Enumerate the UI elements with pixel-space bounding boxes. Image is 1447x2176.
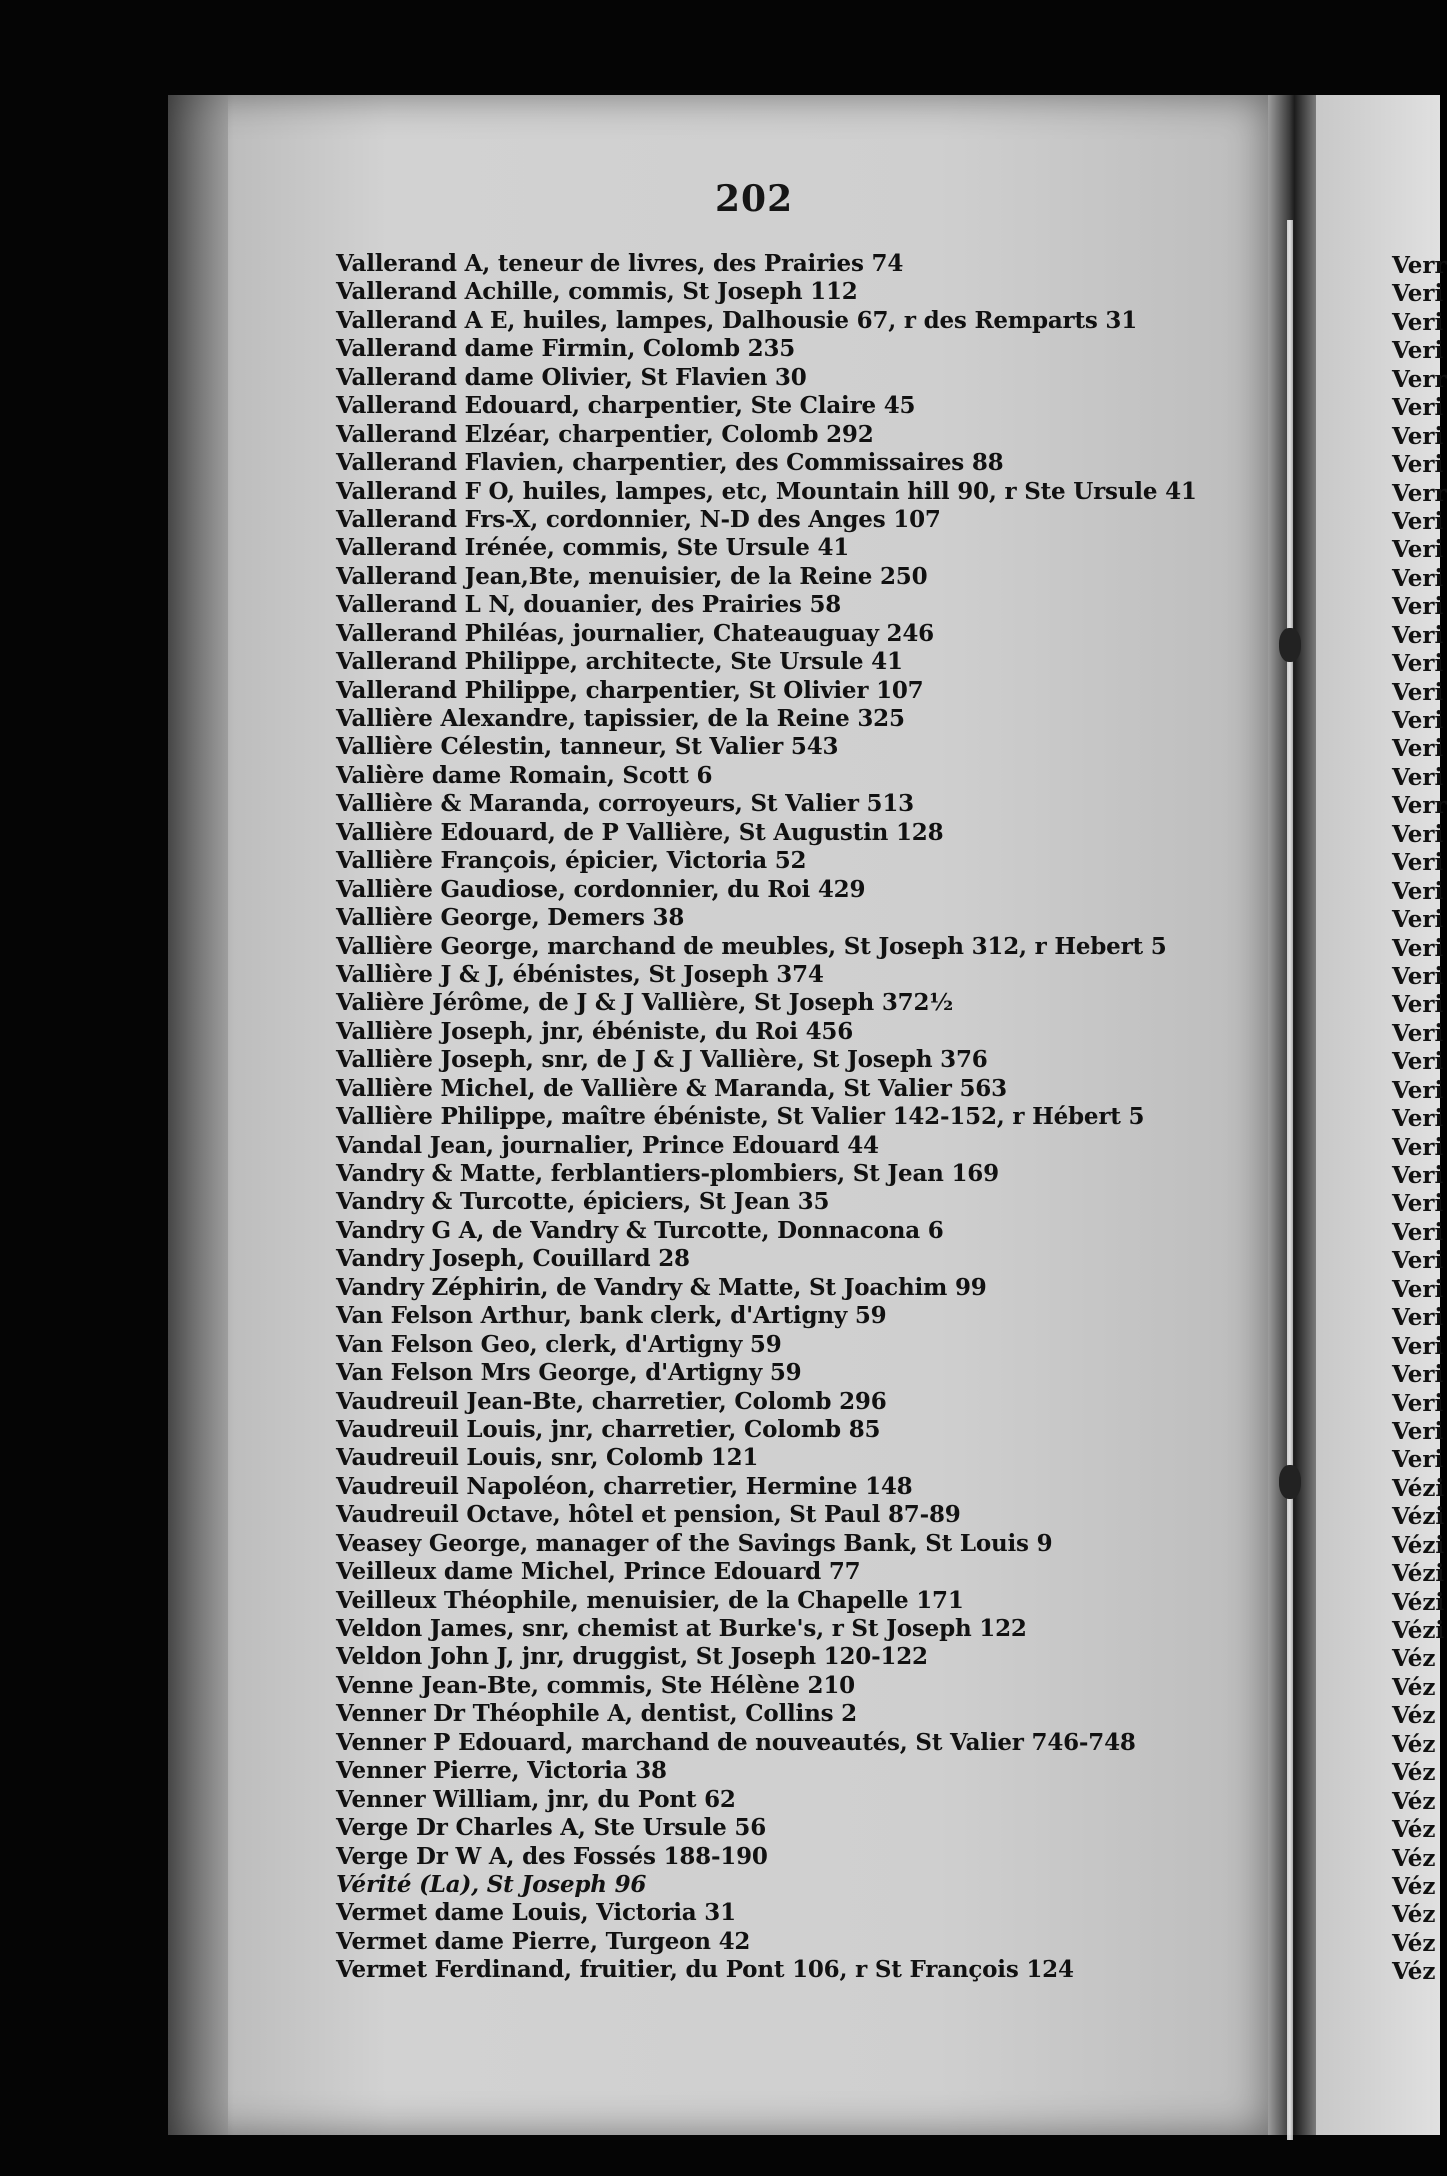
facing-page-entry: Veri [1392, 1332, 1444, 1360]
directory-entry: Vallerand dame Olivier, St Flavien 30 [336, 363, 807, 391]
directory-entry: Veilleux Théophile, menuisier, de la Chapelle 171 [336, 1586, 964, 1614]
directory-entry: Vallerand A, teneur de livres, des Prairies 74 [336, 250, 904, 277]
directory-entry: Vandry & Turcotte, épiciers, St Jean 35 [336, 1188, 830, 1216]
facing-page-entry: Veri [1392, 1190, 1444, 1218]
facing-page-entry: Veri [1392, 1076, 1444, 1104]
facing-page-entry: Veri [1392, 1019, 1444, 1047]
directory-entry: Vandry Zéphirin, de Vandry & Matte, St Joachim 99 [336, 1273, 987, 1301]
directory-entry: Vaudreuil Octave, hôtel et pension, St Paul 87-89 [336, 1501, 961, 1529]
directory-entry: Vallière J & J, ébénistes, St Joseph 374 [336, 960, 824, 988]
facing-page-entry: Veri [1392, 763, 1444, 791]
facing-page-entry: Veri [1392, 735, 1444, 763]
binding-knot [1279, 628, 1301, 662]
directory-entry: Vallière Célestin, tanneur, St Valier 543 [336, 733, 839, 761]
directory-entry: Vermet dame Pierre, Turgeon 42 [336, 1927, 751, 1955]
directory-entry: Veldon John J, jnr, druggist, St Joseph 120-122 [336, 1643, 928, 1671]
facing-page-entry: Vézi [1392, 1474, 1445, 1502]
directory-entry: Venner P Edouard, marchand de nouveautés, St Valier 746-748 [336, 1728, 1136, 1756]
facing-page-entry: Veri [1392, 394, 1444, 422]
directory-entry: Vallerand Philippe, charpentier, St Olivier 107 [336, 676, 924, 704]
facing-page-entry: Veri [1392, 1275, 1444, 1303]
facing-page-entry: Véz [1392, 1872, 1436, 1900]
facing-page-entry: Véz [1392, 1702, 1436, 1730]
facing-page-entry: Verr [1392, 792, 1447, 820]
facing-page-entry: Veri [1392, 650, 1444, 678]
facing-page-entry: Véz [1392, 1730, 1436, 1758]
facing-page-entry: Veri [1392, 1162, 1444, 1189]
facing-page-entry: Veri [1392, 1304, 1444, 1332]
facing-page-entries [1392, 252, 1447, 1987]
binding-knot [1279, 1465, 1301, 1499]
directory-entry: Van Felson Arthur, bank clerk, d'Artigny 59 [336, 1302, 887, 1330]
facing-page-entry: Véz [1392, 1759, 1436, 1787]
facing-page-entry: Vézi [1392, 1617, 1445, 1644]
directory-entry: Verge Dr Charles A, Ste Ursule 56 [336, 1814, 767, 1842]
directory-entry: Veasey George, manager of the Savings Bank, St Louis 9 [336, 1529, 1053, 1557]
directory-entry: Valière dame Romain, Scott 6 [336, 761, 713, 789]
facing-page-entry: Veri [1392, 593, 1444, 621]
facing-page-entry: Véz [1392, 1787, 1436, 1815]
facing-page-entry: Veri [1392, 1247, 1444, 1275]
facing-page-entry: Veri [1392, 337, 1444, 365]
directory-entry: Vallière François, épicier, Victoria 52 [336, 847, 807, 875]
facing-page-entry: Veri [1392, 707, 1444, 734]
facing-page-entry: Veri [1392, 1133, 1444, 1161]
directory-entry: Vallerand dame Firmin, Colomb 235 [336, 335, 796, 363]
facing-page-entry: Vézi [1392, 1503, 1445, 1531]
directory-entry: Vérité (La), St Joseph 96 [336, 1870, 647, 1898]
directory-entry: Vallière Joseph, jnr, ébéniste, du Roi 456 [336, 1017, 854, 1045]
directory-entry: Vandry & Matte, ferblantiers-plombiers, St Jean 169 [336, 1160, 999, 1187]
directory-entry: Vallerand Irénée, commis, Ste Ursule 41 [336, 534, 850, 562]
facing-page-entry: Verr [1392, 479, 1447, 507]
directory-entry: Vallerand Philippe, architecte, Ste Ursule 41 [336, 648, 903, 676]
facing-page-entry: Vézi [1392, 1531, 1445, 1559]
directory-entry: Vaudreuil Jean-Bte, charretier, Colomb 296 [336, 1387, 887, 1415]
directory-entry: Vallière George, marchand de meubles, St Joseph 312, r Hebert 5 [336, 932, 1167, 960]
facing-page-entry: Véz [1392, 1645, 1436, 1673]
directory-entry: Vallière Philippe, maître ébéniste, St Valier 142-152, r Hébert 5 [336, 1103, 1145, 1131]
directory-entry: Vallerand A E, huiles, lampes, Dalhousie 67, r des Remparts 31 [336, 306, 1138, 334]
directory-entry: Valière Jérôme, de J & J Vallière, St Joseph 372½ [336, 989, 954, 1017]
facing-page-entry: Véz [1392, 1958, 1436, 1986]
facing-page-entry: Veri [1392, 280, 1444, 308]
facing-page-entry: Veri [1392, 962, 1444, 990]
facing-page-entry: Vézi [1392, 1588, 1445, 1616]
facing-page-entry: Veri [1392, 1361, 1444, 1389]
facing-page-entry: Veri [1392, 678, 1444, 706]
directory-entry: Venner Pierre, Victoria 38 [336, 1757, 667, 1785]
facing-page-entry: Veri [1392, 1417, 1444, 1445]
directory-entry: Vallerand Frs-X, cordonnier, N-D des Anges 107 [336, 505, 941, 533]
facing-page-entry: Veri [1392, 451, 1444, 479]
facing-page-entry: Veri [1392, 621, 1444, 649]
directory-entry: Venner Dr Théophile A, dentist, Collins 2 [336, 1700, 857, 1728]
directory-entry: Vaudreuil Napoléon, charretier, Hermine 148 [336, 1472, 913, 1500]
facing-page-entry: Veri [1392, 849, 1444, 877]
directory-entry: Vallerand Jean,Bte, menuisier, de la Reine 250 [336, 562, 928, 590]
directory-entry: Vaudreuil Louis, jnr, charretier, Colomb 85 [336, 1415, 881, 1443]
directory-entry: Vallerand F O, huiles, lampes, etc, Mountain hill 90, r Ste Ursule 41 [336, 477, 1197, 505]
facing-page-entry: Veri [1392, 1389, 1444, 1417]
directory-entry: Vallière Alexandre, tapissier, de la Reine 325 [336, 705, 905, 732]
directory-entry: Vallerand Flavien, charpentier, des Commissaires 88 [336, 449, 1004, 477]
directory-entry: Van Felson Mrs George, d'Artigny 59 [336, 1359, 802, 1387]
directory-entry: Venne Jean-Bte, commis, Ste Hélène 210 [336, 1671, 855, 1699]
facing-page-entry: Veri [1392, 1446, 1444, 1474]
directory-entry: Venner William, jnr, du Pont 62 [336, 1785, 736, 1813]
directory-entry: Verge Dr W A, des Fossés 188-190 [336, 1842, 768, 1870]
facing-page-entry: Véz [1392, 1816, 1436, 1844]
directory-entry: Vallerand Philéas, journalier, Chateauguay 246 [336, 619, 934, 647]
facing-page-entry: Vézi [1392, 1560, 1445, 1588]
facing-page-entry: Veri [1392, 1048, 1444, 1076]
directory-entry: Veldon James, snr, chemist at Burke's, r St Joseph 122 [336, 1615, 1027, 1642]
facing-page-entry: Veri [1392, 906, 1444, 934]
directory-entry: Vallière George, Demers 38 [336, 904, 685, 932]
directory-entry: Veilleux dame Michel, Prince Edouard 77 [336, 1558, 861, 1586]
facing-page-entry: Veri [1392, 564, 1444, 592]
directory-entry: Vallerand L N, douanier, des Prairies 58 [336, 591, 842, 619]
facing-page-entry: Verr [1392, 365, 1447, 393]
facing-page-entry: Véz [1392, 1673, 1436, 1701]
facing-page-entry: Veri [1392, 308, 1444, 336]
facing-page-entry: Veri [1392, 934, 1444, 962]
facing-page-entry: Verr [1392, 252, 1447, 279]
facing-page-entry: Véz [1392, 1844, 1436, 1872]
directory-entry: Vandry Joseph, Couillard 28 [336, 1245, 690, 1273]
facing-page-entry: Véz [1392, 1929, 1436, 1957]
directory-entries [336, 250, 1276, 1985]
directory-entry: Vermet dame Louis, Victoria 31 [336, 1899, 736, 1927]
directory-entry: Vallerand Achille, commis, St Joseph 112 [336, 278, 858, 306]
facing-page-entry: Veri [1392, 877, 1444, 905]
page-number: 202 [715, 178, 794, 220]
facing-page-entry: Veri [1392, 1105, 1444, 1133]
facing-page-entry: Veri [1392, 422, 1444, 450]
directory-entry: Vallière Joseph, snr, de J & J Vallière, St Joseph 376 [336, 1046, 988, 1074]
directory-entry: Van Felson Geo, clerk, d'Artigny 59 [336, 1330, 782, 1358]
directory-entry: Vallière Edouard, de P Vallière, St Augustin 128 [336, 818, 944, 846]
facing-page-entry: Veri [1392, 991, 1444, 1019]
directory-entry: Vandry G A, de Vandry & Turcotte, Donnacona 6 [336, 1216, 944, 1244]
facing-page-entry: Véz [1392, 1901, 1436, 1929]
directory-entry: Vaudreuil Louis, snr, Colomb 121 [336, 1444, 759, 1472]
binding-thread [1287, 220, 1293, 2140]
directory-entry: Vermet Ferdinand, fruitier, du Pont 106, r St François 124 [336, 1956, 1074, 1984]
directory-entry: Vallière & Maranda, corroyeurs, St Valier 513 [336, 790, 914, 818]
directory-entry: Vallerand Elzéar, charpentier, Colomb 292 [336, 420, 874, 448]
facing-page-entry: Veri [1392, 1218, 1444, 1246]
facing-page-entry: Veri [1392, 820, 1444, 848]
directory-entry: Vallière Michel, de Vallière & Maranda, St Valier 563 [336, 1074, 1007, 1102]
directory-entry: Vallière Gaudiose, cordonnier, du Roi 429 [336, 875, 866, 903]
directory-entry: Vandal Jean, journalier, Prince Edouard 44 [336, 1131, 879, 1159]
directory-entry: Vallerand Edouard, charpentier, Ste Claire 45 [336, 392, 916, 420]
facing-page-entry: Veri [1392, 507, 1444, 535]
page-edge-shadow [168, 95, 228, 2135]
facing-page-entry: Veri [1392, 536, 1444, 564]
